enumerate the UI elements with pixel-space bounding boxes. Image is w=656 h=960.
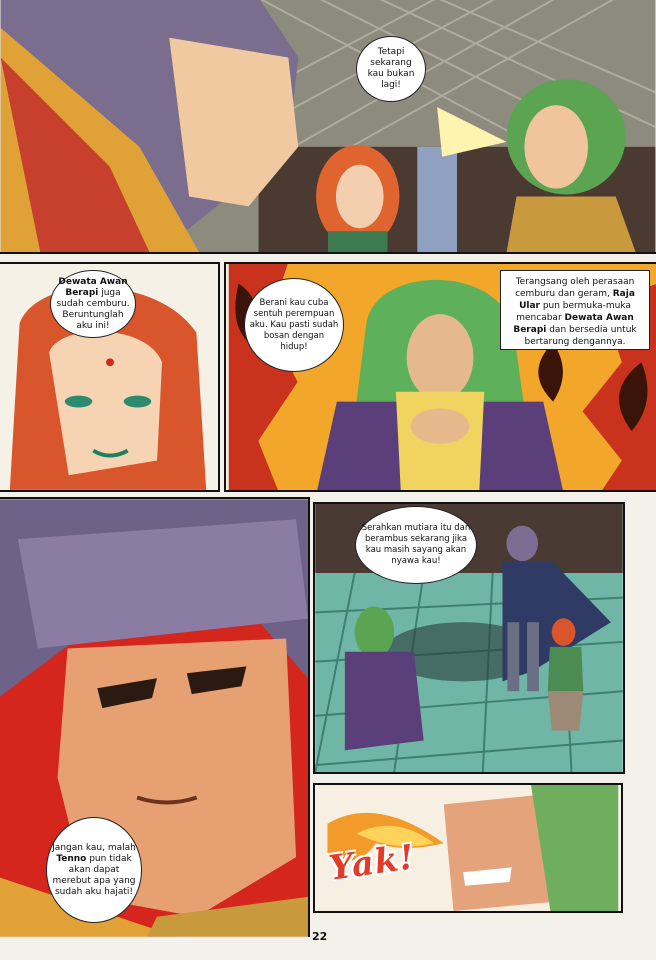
caption-name-1: Raja Ular: [519, 289, 635, 311]
caption-text-3: dan bersedia untuk bertarung dengannya.: [524, 325, 637, 347]
sound-effect: Yak!: [326, 837, 418, 889]
speech-bubble-threat: Berani kau cuba sentuh perempuan aku. Kau pasti sudah bosan dengan hidup!: [244, 278, 344, 372]
panel-face-closeup: [0, 497, 310, 937]
narration-caption: [500, 270, 650, 350]
panel-top-art: [0, 0, 656, 252]
speech-bubble-woman: [50, 270, 136, 338]
bubble-name-bold: Tenno: [56, 853, 87, 864]
panel-woman-closeup: [0, 262, 220, 492]
panel-flames: [224, 262, 656, 492]
panel-top: [0, 0, 656, 254]
speaker-name-bold: Dewata Awan Berapi: [58, 276, 128, 298]
speech-bubble-face: [46, 817, 142, 923]
caption-text-1: Terangsang oleh perasaan cemburu dan geram,: [515, 277, 635, 299]
speech-bubble-demand: Serahkan mutiara itu dan berambus sekarang jika kau masih sayang akan nyawa kau!: [355, 506, 477, 584]
bubble-text: juga sudah cemburu. Beruntunglah aku ini!: [56, 287, 130, 331]
caption-name-2: Dewata Awan Berapi: [513, 313, 634, 335]
page-number: 22: [312, 930, 328, 943]
caption-text-2: pun bermuka-muka mencabar: [516, 301, 631, 323]
bubble-text-2: pun tidak akan dapat merebut apa yang sudah aku hajati!: [52, 853, 136, 897]
panel-room-scene: [313, 502, 625, 774]
bubble-text-1: Jangan kau, malah: [52, 842, 136, 853]
panel-strike: [313, 783, 623, 913]
speech-bubble-top: Tetapi sekarang kau bukan lagi!: [356, 36, 426, 102]
